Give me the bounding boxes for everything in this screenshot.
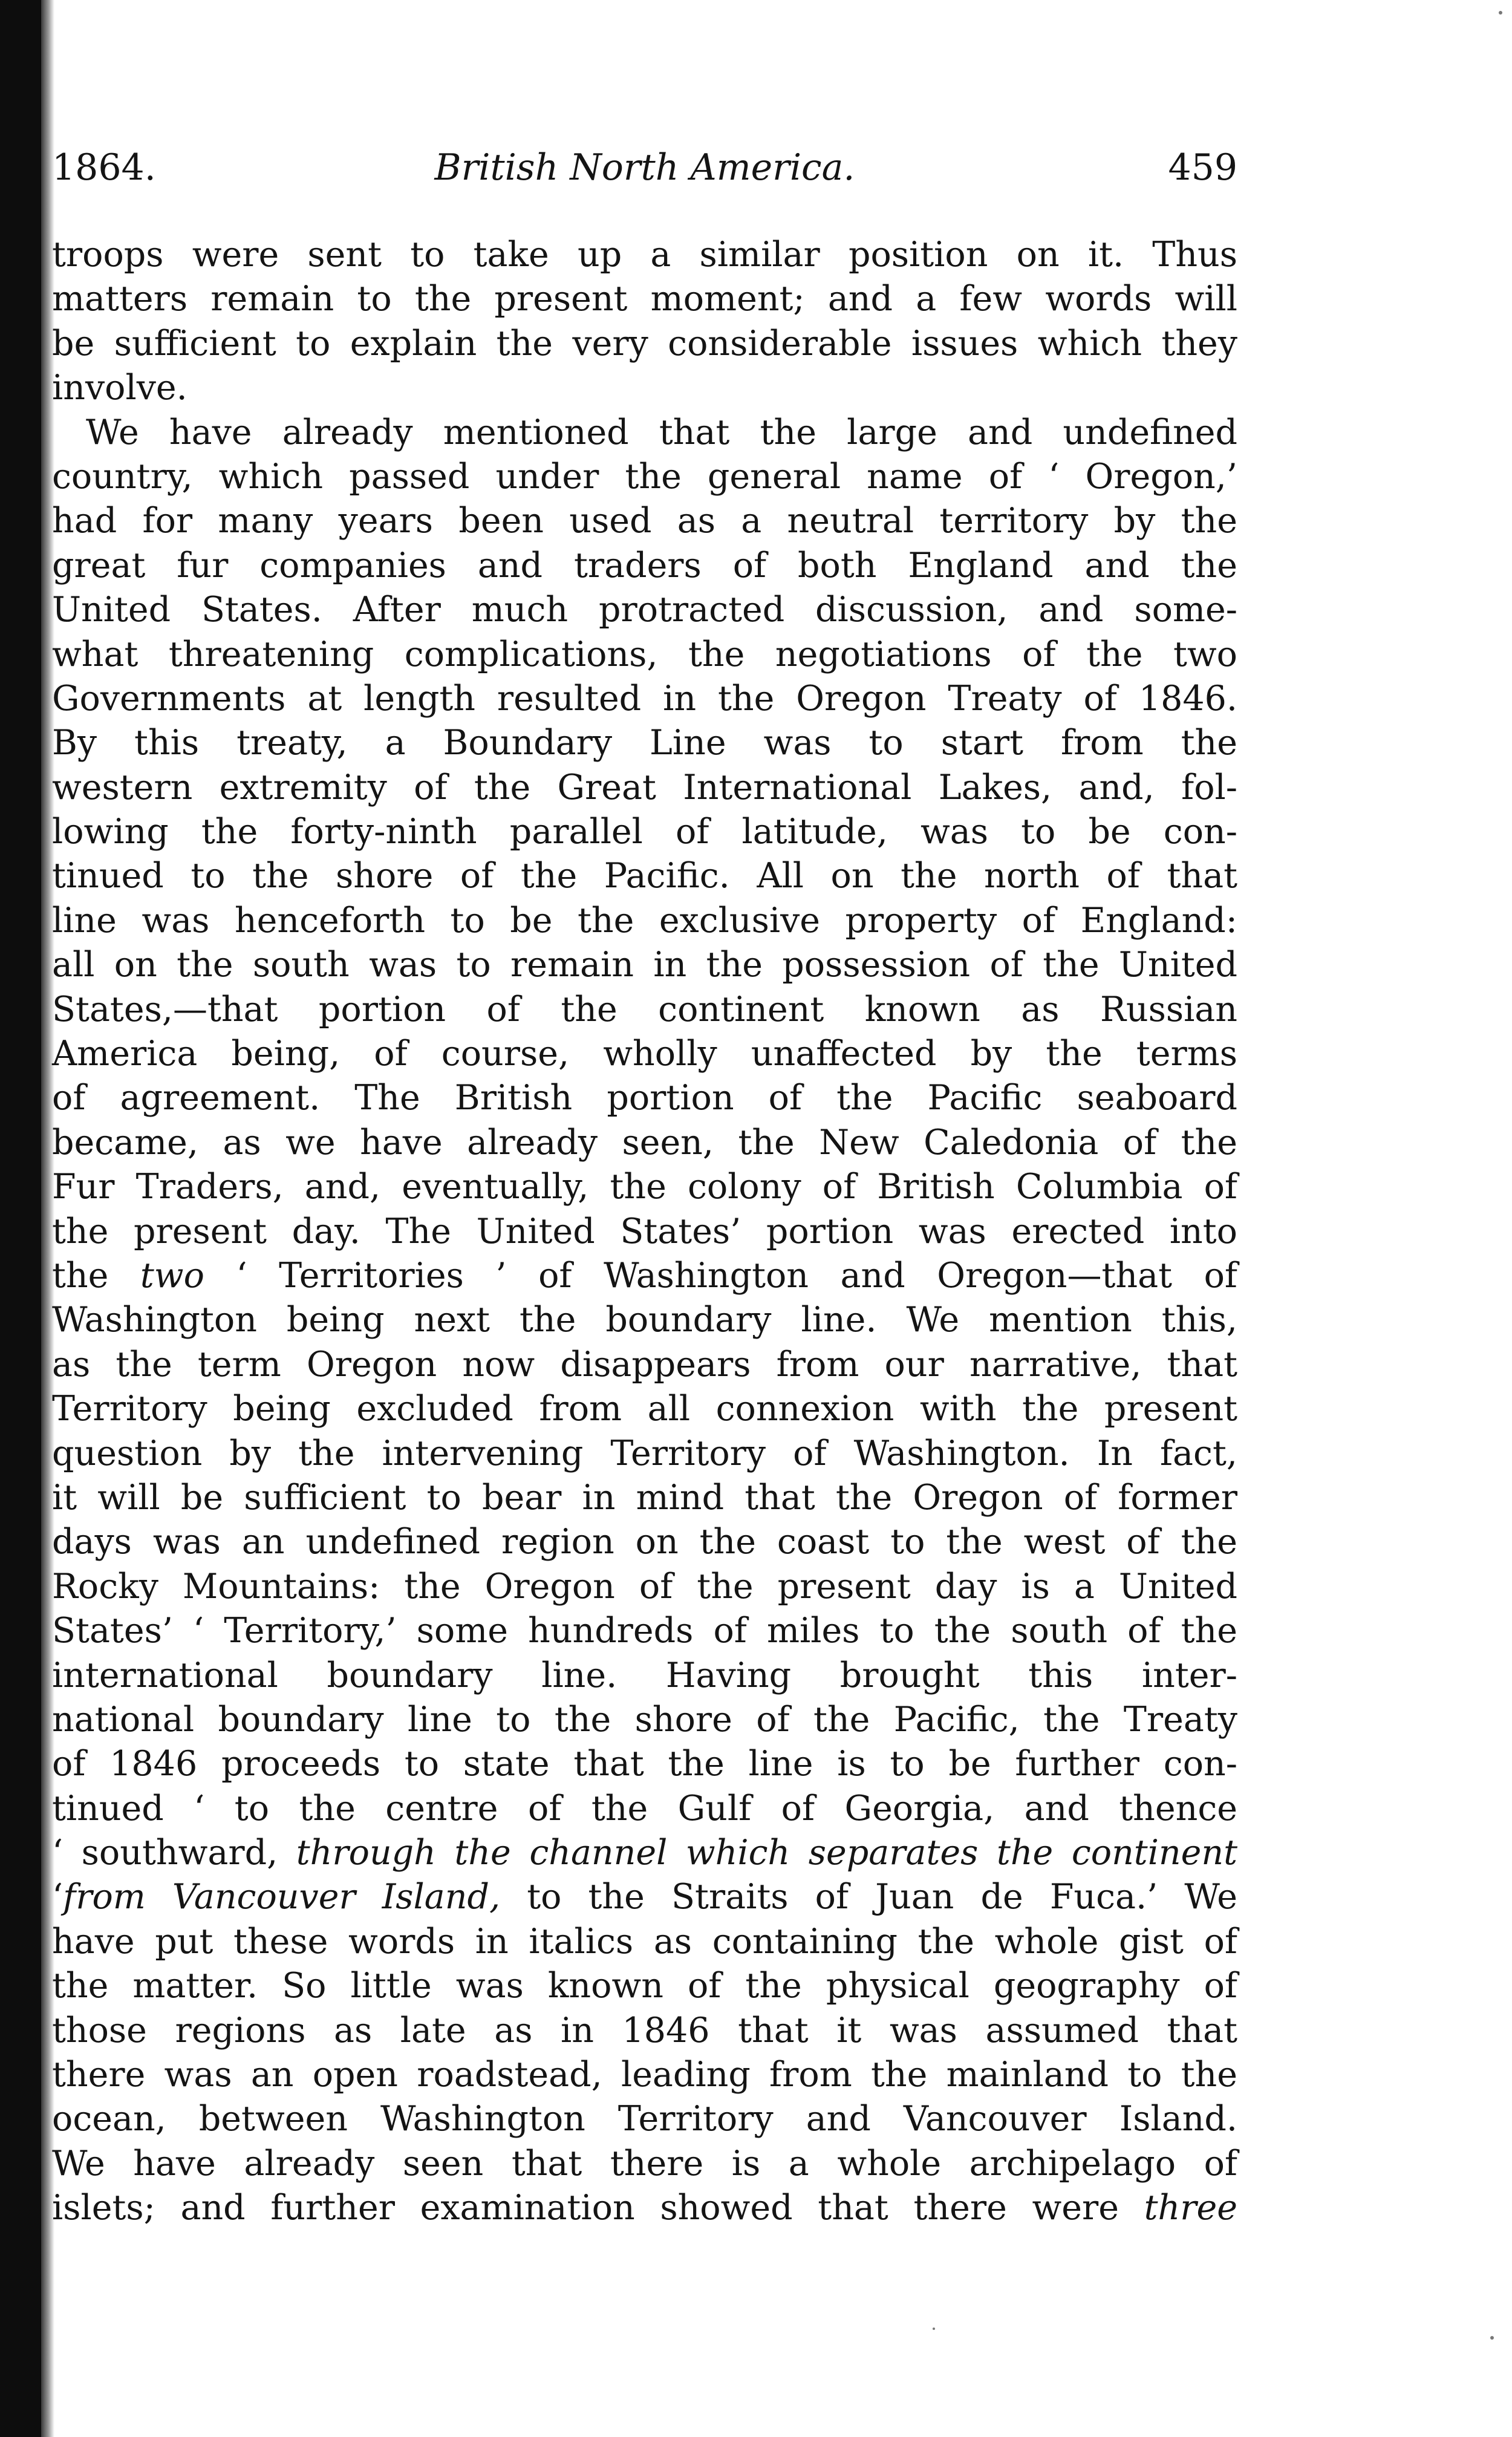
text-segment: By this treaty, a Boundary Line was to start from the xyxy=(52,723,1237,763)
text-line xyxy=(52,411,1237,455)
text-line xyxy=(52,1875,1237,1919)
text-line xyxy=(52,1698,1237,1742)
text-line xyxy=(52,1920,1237,1964)
text-segment: had for many years been used as a neutral territory by the xyxy=(52,501,1237,541)
text-segment: ‘ Territories ’ of Washington and Oregon—that of xyxy=(204,1255,1237,1296)
text-segment: Fur Traders, and, eventually, the colony of British Columbia of xyxy=(52,1167,1237,1207)
text-line xyxy=(52,1609,1237,1653)
paper-speck xyxy=(933,2328,935,2330)
text-segment: ocean, between Washington Territory and Vancouver Island. xyxy=(52,2099,1237,2139)
text-segment: islets; and further examination showed that there were xyxy=(52,2188,1144,2228)
page-number: 459 xyxy=(1168,146,1237,189)
text-line xyxy=(52,1343,1237,1387)
text-segment: lowing the forty-ninth parallel of latitude, was to be con- xyxy=(52,812,1237,852)
text-segment: country, which passed under the general name of ‘ Oregon,’ xyxy=(52,456,1237,497)
body-text xyxy=(52,233,1237,2231)
text-segment: as the term Oregon now disappears from our narrative, that xyxy=(52,1344,1237,1385)
text-segment: line was henceforth to be the exclusive property of England: xyxy=(52,900,1237,941)
text-segment: tinued ‘ to the centre of the Gulf of Georgia, and thence xyxy=(52,1788,1237,1829)
text-line xyxy=(52,366,1237,410)
text-segment: ‘ xyxy=(52,1877,64,1917)
text-line xyxy=(52,1565,1237,1609)
text-segment: it will be sufficient to bear in mind that the Oregon of former xyxy=(52,1477,1237,1518)
text-segment: national boundary line to the shore of the Pacific, the Treaty xyxy=(52,1699,1237,1740)
text-line xyxy=(52,1254,1237,1298)
text-line xyxy=(52,1831,1237,1875)
text-line xyxy=(52,766,1237,810)
text-line xyxy=(52,1121,1237,1165)
text-segment: We have already seen that there is a whole archipelago of xyxy=(52,2143,1237,2184)
text-segment: international boundary line. Having brought this inter- xyxy=(52,1655,1237,1695)
text-segment: Washington being next the boundary line. We mention this, xyxy=(52,1300,1237,1340)
text-segment: of agreement. The British portion of the Pacific seaboard xyxy=(52,1078,1237,1118)
text-segment: tinued to the shore of the Pacific. All on the north of that xyxy=(52,856,1237,896)
text-line xyxy=(52,1964,1237,2008)
text-line xyxy=(52,2142,1237,2186)
text-line xyxy=(52,2186,1237,2230)
text-line xyxy=(52,1787,1237,1831)
text-segment: to the Straits of Juan de Fuca.’ We xyxy=(500,1877,1237,1917)
text-line xyxy=(52,588,1237,632)
text-segment: have put these words in italics as containing the whole gist of xyxy=(52,1921,1237,1962)
text-segment: involve. xyxy=(52,368,187,408)
text-line xyxy=(52,233,1237,277)
text-segment: States’ ‘ Territory,’ some hundreds of miles to the south of the xyxy=(52,1611,1237,1651)
text-segment: great fur companies and traders of both England and the xyxy=(52,545,1237,586)
text-segment: Territory being excluded from all connexion with the present xyxy=(52,1389,1237,1429)
text-line xyxy=(52,1210,1237,1254)
paper-speck xyxy=(1499,11,1502,15)
text-line xyxy=(52,1032,1237,1076)
text-line xyxy=(52,2009,1237,2053)
italic-segment: two xyxy=(140,1255,204,1296)
text-line xyxy=(52,988,1237,1032)
text-segment: Rocky Mountains: the Oregon of the present day is a United xyxy=(52,1566,1237,1607)
text-segment: matters remain to the present moment; and a few words will xyxy=(52,279,1237,319)
text-segment: there was an open roadstead, leading from the mainland to the xyxy=(52,2055,1237,2095)
text-segment: Governments at length resulted in the Oregon Treaty of 1846. xyxy=(52,678,1237,719)
text-segment: days was an undefined region on the coast to the west of the xyxy=(52,1522,1237,1562)
text-segment: those regions as late as in 1846 that it was assumed that xyxy=(52,2010,1237,2050)
text-line xyxy=(52,1520,1237,1564)
text-segment: States,—that portion of the continent known as Russian xyxy=(52,989,1237,1029)
text-segment: be sufficient to explain the very considerable issues which they xyxy=(52,323,1237,364)
binding-shadow xyxy=(0,0,41,2437)
text-line xyxy=(52,633,1237,677)
italic-segment: three xyxy=(1144,2188,1237,2228)
text-segment: the present day. The United States’ portion was erected into xyxy=(52,1211,1237,1251)
text-segment: ‘ southward, xyxy=(52,1833,296,1873)
text-line xyxy=(52,2053,1237,2097)
text-line xyxy=(52,677,1237,721)
paper-speck xyxy=(1490,2336,1494,2340)
text-segment: United States. After much protracted discussion, and some- xyxy=(52,590,1237,630)
running-title: British North America. xyxy=(434,146,855,189)
text-line xyxy=(52,1742,1237,1786)
text-line xyxy=(52,1387,1237,1431)
text-line xyxy=(52,1654,1237,1698)
text-line xyxy=(52,277,1237,321)
text-segment: We have already mentioned that the large and undefined xyxy=(86,412,1237,452)
italic-segment: through the channel which separates the continent xyxy=(296,1833,1237,1873)
text-line xyxy=(52,721,1237,765)
text-line xyxy=(52,943,1237,987)
italic-segment: from Vancouver Island, xyxy=(63,1877,501,1917)
text-segment: western extremity of the Great International Lakes, and, fol- xyxy=(52,767,1237,807)
text-segment: all on the south was to remain in the possession of the United xyxy=(52,945,1237,985)
text-segment: troops were sent to take up a similar position on it. Thus xyxy=(52,235,1237,275)
text-line xyxy=(52,1476,1237,1520)
text-segment: of 1846 proceeds to state that the line is to be further con- xyxy=(52,1744,1237,1784)
text-line xyxy=(52,1432,1237,1476)
header-year: 1864. xyxy=(52,146,156,189)
text-segment: became, as we have already seen, the New Caledonia of the xyxy=(52,1122,1237,1163)
text-segment: the matter. So little was known of the physical geography of xyxy=(52,1966,1237,2006)
text-line xyxy=(52,544,1237,588)
text-segment: what threatening complications, the negotiations of the two xyxy=(52,634,1237,674)
text-line xyxy=(52,1076,1237,1120)
text-line xyxy=(52,1165,1237,1209)
text-segment: the xyxy=(52,1255,140,1296)
text-line xyxy=(52,1298,1237,1342)
text-line xyxy=(52,854,1237,898)
text-line xyxy=(52,455,1237,499)
text-line xyxy=(52,2097,1237,2141)
text-line xyxy=(52,899,1237,943)
text-segment: question by the intervening Territory of Washington. In fact, xyxy=(52,1433,1237,1473)
text-line xyxy=(52,810,1237,854)
text-line xyxy=(52,499,1237,543)
text-segment: America being, of course, wholly unaffected by the terms xyxy=(52,1034,1237,1074)
text-line xyxy=(52,322,1237,366)
running-header xyxy=(52,134,1237,201)
